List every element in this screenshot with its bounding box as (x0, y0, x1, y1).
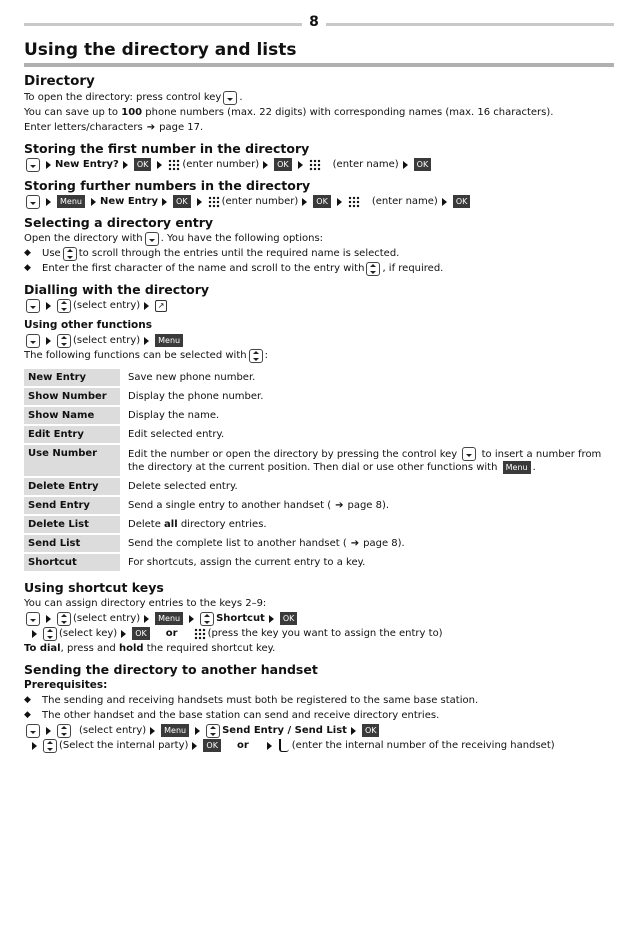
text: (enter the internal number of the receiving handset) (291, 740, 555, 751)
text: page 8). (347, 500, 390, 511)
ok-softkey: OK (134, 158, 152, 171)
menu-softkey: Menu (155, 334, 183, 347)
directory-para-2 (24, 105, 616, 120)
text: (enter name) (371, 196, 438, 207)
ok-softkey: OK (362, 724, 380, 737)
sending-steps-2 (24, 738, 616, 753)
function-desc: Save new phone number. (128, 372, 256, 383)
bullet-diamond-icon: ◆ (24, 248, 31, 258)
control-key-updown-icon (57, 724, 71, 738)
step-arrow-icon (46, 337, 51, 345)
text: (press the key you want to assign the entry to) (207, 628, 443, 639)
step-arrow-icon (197, 198, 202, 206)
function-desc (120, 497, 616, 514)
menu-softkey: Menu (57, 195, 85, 208)
following-functions (24, 348, 616, 363)
list-item (24, 693, 616, 708)
step-arrow-icon (46, 302, 51, 310)
text: (select entry) (73, 300, 141, 311)
menu-item: New Entry (99, 196, 159, 207)
text: directory entries. (177, 519, 267, 530)
step-arrow-icon (46, 161, 51, 169)
directory-para-1 (24, 90, 616, 105)
bullet-diamond-icon: ◆ (24, 710, 31, 720)
step-arrow-icon (192, 742, 197, 750)
table-row (24, 535, 616, 552)
function-name: Send List (24, 535, 120, 552)
function-name: Use Number (24, 445, 120, 476)
text: To open the directory: press control key (24, 92, 222, 103)
text: (enter number) (182, 159, 260, 170)
menu-item: Shortcut (216, 613, 265, 624)
shortcut-steps-1 (24, 611, 616, 626)
step-arrow-icon (269, 615, 274, 623)
list-item (24, 708, 616, 723)
ok-softkey: OK (132, 627, 150, 640)
step-arrow-icon (32, 742, 37, 750)
step-arrow-icon (123, 161, 128, 169)
other-functions-steps (24, 333, 616, 348)
step-arrow-icon (351, 727, 356, 735)
page-header-bar (24, 14, 614, 34)
text-bold: 100 (121, 107, 143, 118)
function-desc (120, 445, 616, 476)
text-bold: To dial (24, 643, 61, 654)
control-key-updown-icon (249, 349, 263, 363)
arrow-right-icon: ➔ (350, 538, 360, 549)
step-arrow-icon (442, 198, 447, 206)
step-arrow-icon (263, 161, 268, 169)
text: The following functions can be selected with (24, 350, 247, 361)
table-row (24, 388, 616, 405)
text: (enter number) (221, 196, 299, 207)
control-key-updown-icon (206, 724, 220, 738)
text: . (239, 92, 243, 103)
table-row (24, 426, 616, 443)
step-arrow-icon (150, 727, 155, 735)
control-key-down-icon (26, 334, 40, 348)
shortcut-heading: Using shortcut keys (24, 580, 164, 595)
text: . You have the following options: (160, 233, 324, 244)
function-desc (120, 516, 616, 533)
functions-table (24, 367, 616, 573)
control-key-down-icon (26, 612, 40, 626)
text: Use (42, 248, 61, 259)
step-arrow-icon (403, 161, 408, 169)
header-rule-left (24, 23, 302, 26)
text: : (264, 350, 268, 361)
step-arrow-icon (32, 630, 37, 638)
function-name: New Entry (24, 369, 120, 386)
page-number: 8 (309, 14, 319, 30)
table-row (24, 497, 616, 514)
other-functions-heading: Using other functions (24, 319, 152, 331)
menu-item: Send Entry / Send List (222, 725, 347, 736)
control-key-updown-icon (43, 739, 57, 753)
control-key-updown-icon (63, 247, 77, 261)
function-name: Edit Entry (24, 426, 120, 443)
control-key-updown-icon (366, 262, 380, 276)
function-desc: For shortcuts, assign the current entry to a key. (128, 557, 366, 568)
function-desc: Edit selected entry. (128, 429, 225, 440)
function-desc: Display the phone number. (128, 391, 264, 402)
function-name: Send Entry (24, 497, 120, 514)
text: page 8). (363, 538, 405, 549)
menu-item: New Entry? (55, 159, 119, 170)
step-arrow-icon (298, 161, 303, 169)
control-key-down-icon (26, 724, 40, 738)
list-item (24, 246, 616, 261)
control-key-down-icon (223, 91, 237, 105)
menu-softkey: Menu (155, 612, 183, 625)
page-content (24, 70, 616, 753)
storing-first-steps (24, 157, 616, 172)
keypad-key-icon (279, 739, 289, 752)
function-name: Show Number (24, 388, 120, 405)
function-desc: Delete selected entry. (128, 481, 238, 492)
arrow-right-icon: ➔ (146, 122, 156, 133)
control-key-down-icon (26, 195, 40, 209)
text: to insert a number from the directory at the current position. Then dial or use other functions with (128, 449, 602, 473)
step-arrow-icon (46, 198, 51, 206)
ok-softkey: OK (274, 158, 292, 171)
shortcut-para: You can assign directory entries to the keys 2–9: (24, 598, 267, 609)
text: (select entry) (73, 613, 141, 624)
menu-softkey: Menu (503, 461, 531, 474)
text: Enter letters/characters (24, 122, 143, 133)
text: Delete (128, 519, 165, 530)
step-arrow-icon (337, 198, 342, 206)
page-title: Using the directory and lists (24, 40, 297, 60)
table-row (24, 407, 616, 424)
step-arrow-icon (121, 630, 126, 638)
header-rule-right (326, 23, 614, 26)
sending-heading: Sending the directory to another handset (24, 662, 318, 677)
arrow-right-icon: ➔ (335, 500, 344, 511)
ok-softkey: OK (280, 612, 298, 625)
shortcut-steps-2 (24, 626, 616, 641)
table-row (24, 478, 616, 495)
step-arrow-icon (195, 727, 200, 735)
step-arrow-icon (302, 198, 307, 206)
step-arrow-icon (157, 161, 162, 169)
function-name: Delete List (24, 516, 120, 533)
dialling-heading: Dialling with the directory (24, 282, 210, 297)
text: The other handset and the base station can send and receive directory entries. (42, 710, 440, 721)
function-name: Delete Entry (24, 478, 120, 495)
table-row (24, 445, 616, 476)
text: (Select the internal party) (59, 740, 189, 751)
text: page 17. (159, 122, 204, 133)
talk-key-icon: ↗ (155, 300, 167, 312)
dialling-steps (24, 298, 616, 313)
directory-heading: Directory (24, 73, 95, 89)
text: (select entry) (79, 725, 147, 736)
table-row (24, 554, 616, 571)
step-arrow-icon (162, 198, 167, 206)
text-bold: all (164, 519, 178, 530)
control-key-updown-icon (200, 612, 214, 626)
text: You can save up to (24, 107, 122, 118)
text-bold: hold (118, 643, 144, 654)
function-name: Shortcut (24, 554, 120, 571)
control-key-updown-icon (57, 612, 71, 626)
ok-softkey: OK (203, 739, 221, 752)
text: Open the directory with (24, 233, 143, 244)
control-key-down-icon (26, 299, 40, 313)
prerequisites-label: Prerequisites: (24, 679, 108, 691)
control-key-updown-icon (43, 627, 57, 641)
control-key-down-icon (145, 232, 159, 246)
text: (select key) (59, 628, 118, 639)
function-desc: Display the name. (128, 410, 220, 421)
text: The sending and receiving handsets must both be registered to the same base station. (42, 695, 479, 706)
selecting-heading: Selecting a directory entry (24, 215, 214, 230)
shortcut-dial-para (24, 641, 616, 656)
keypad-icon (348, 196, 360, 208)
directory-para-3 (24, 120, 616, 135)
keypad-icon (194, 628, 206, 640)
step-arrow-icon (46, 727, 51, 735)
text: to scroll through the entries until the required name is selected. (78, 248, 400, 259)
table-row (24, 369, 616, 386)
storing-further-steps (24, 194, 616, 209)
selecting-para (24, 231, 616, 246)
step-arrow-icon (189, 615, 194, 623)
function-desc (120, 535, 616, 552)
control-key-down-icon (462, 447, 476, 461)
text: phone numbers (max. 22 digits) with corresponding names (max. 16 characters). (142, 107, 554, 118)
control-key-down-icon (26, 158, 40, 172)
ok-softkey: OK (453, 195, 471, 208)
keypad-icon (208, 196, 220, 208)
bullet-diamond-icon: ◆ (24, 695, 31, 705)
text: (enter name) (332, 159, 399, 170)
title-rule (24, 63, 614, 67)
keypad-icon (309, 159, 321, 171)
step-arrow-icon (46, 615, 51, 623)
step-arrow-icon (144, 337, 149, 345)
text: (select entry) (73, 335, 141, 346)
ok-softkey: OK (313, 195, 331, 208)
text: Enter the first character of the name and scroll to the entry with (42, 263, 365, 274)
text: , press and (60, 643, 119, 654)
text: Send the complete list to another handset ( (128, 538, 347, 549)
text: the required shortcut key. (143, 643, 276, 654)
storing-first-heading: Storing the first number in the directory (24, 141, 310, 156)
step-arrow-icon (91, 198, 96, 206)
step-arrow-icon (144, 615, 149, 623)
control-key-updown-icon (57, 299, 71, 313)
step-arrow-icon (267, 742, 272, 750)
text-bold: or (236, 740, 249, 751)
text: Edit the number or open the directory by pressing the control key (128, 449, 458, 460)
step-arrow-icon (144, 302, 149, 310)
table-row (24, 516, 616, 533)
sending-steps-1 (24, 723, 616, 738)
text: , if required. (382, 263, 444, 274)
control-key-updown-icon (57, 334, 71, 348)
text: Send a single entry to another handset ( (128, 500, 332, 511)
ok-softkey: OK (414, 158, 432, 171)
text-bold: or (165, 628, 178, 639)
function-name: Show Name (24, 407, 120, 424)
bullet-diamond-icon: ◆ (24, 263, 31, 273)
ok-softkey: OK (173, 195, 191, 208)
keypad-icon (168, 159, 180, 171)
text: . (532, 462, 536, 473)
menu-softkey: Menu (161, 724, 189, 737)
storing-further-heading: Storing further numbers in the directory (24, 178, 311, 193)
list-item (24, 261, 616, 276)
